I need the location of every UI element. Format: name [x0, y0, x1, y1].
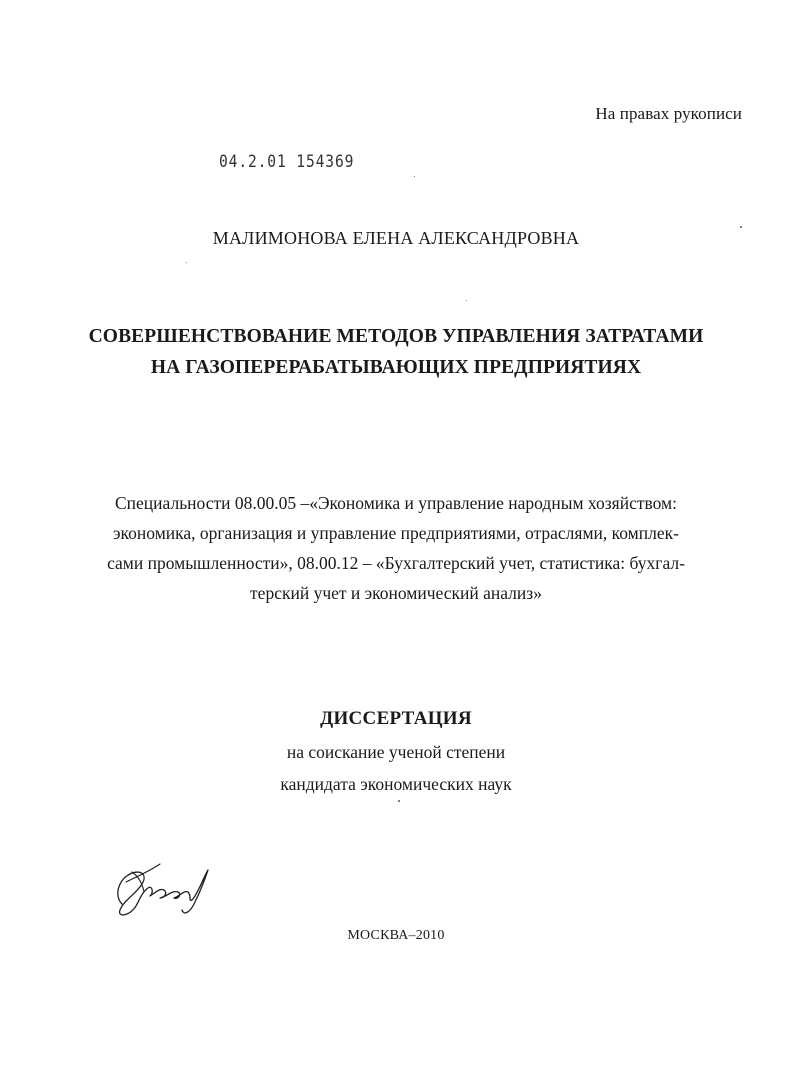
specialty-line-4: терский учет и экономический анализ»	[250, 583, 542, 603]
document-type-heading: ДИССЕРТАЦИЯ	[320, 708, 472, 729]
degree-purpose-line: на соискание ученой степени	[286, 742, 506, 762]
scan-speck	[186, 262, 187, 263]
handwritten-signature	[108, 852, 218, 922]
specialty-text	[0, 488, 792, 608]
scan-speck	[414, 176, 415, 177]
author-name: МАЛИМОНОВА ЕЛЕНА АЛЕКСАНДРОВНА	[212, 228, 580, 248]
scan-speck	[740, 226, 742, 228]
scan-speck	[466, 300, 467, 301]
city-year: МОСКВА–2010	[347, 928, 445, 943]
degree-name-line: кандидата экономических наук	[280, 774, 512, 794]
specialty-line-1: Специальности 08.00.05 –«Экономика и управление народным хозяйством:	[115, 493, 677, 513]
specialty-line-2: экономика, организация и управление предприятиями, отраслями, комплек-	[113, 523, 679, 543]
scan-speck	[398, 800, 400, 802]
dissertation-title	[0, 321, 792, 383]
title-line-2: НА ГАЗОПЕРЕРАБАТЫВАЮЩИХ ПРЕДПРИЯТИЯХ	[150, 357, 642, 378]
rights-notice: На правах рукописи	[595, 104, 742, 123]
specialty-line-3: сами промышленности», 08.00.12 – «Бухгалтерский учет, статистика: бухгал-	[107, 553, 685, 573]
title-line-1: СОВЕРШЕНСТВОВАНИЕ МЕТОДОВ УПРАВЛЕНИЯ ЗАТРАТАМИ	[88, 326, 704, 347]
registration-stamp: 04.2.01 154369	[219, 152, 355, 172]
